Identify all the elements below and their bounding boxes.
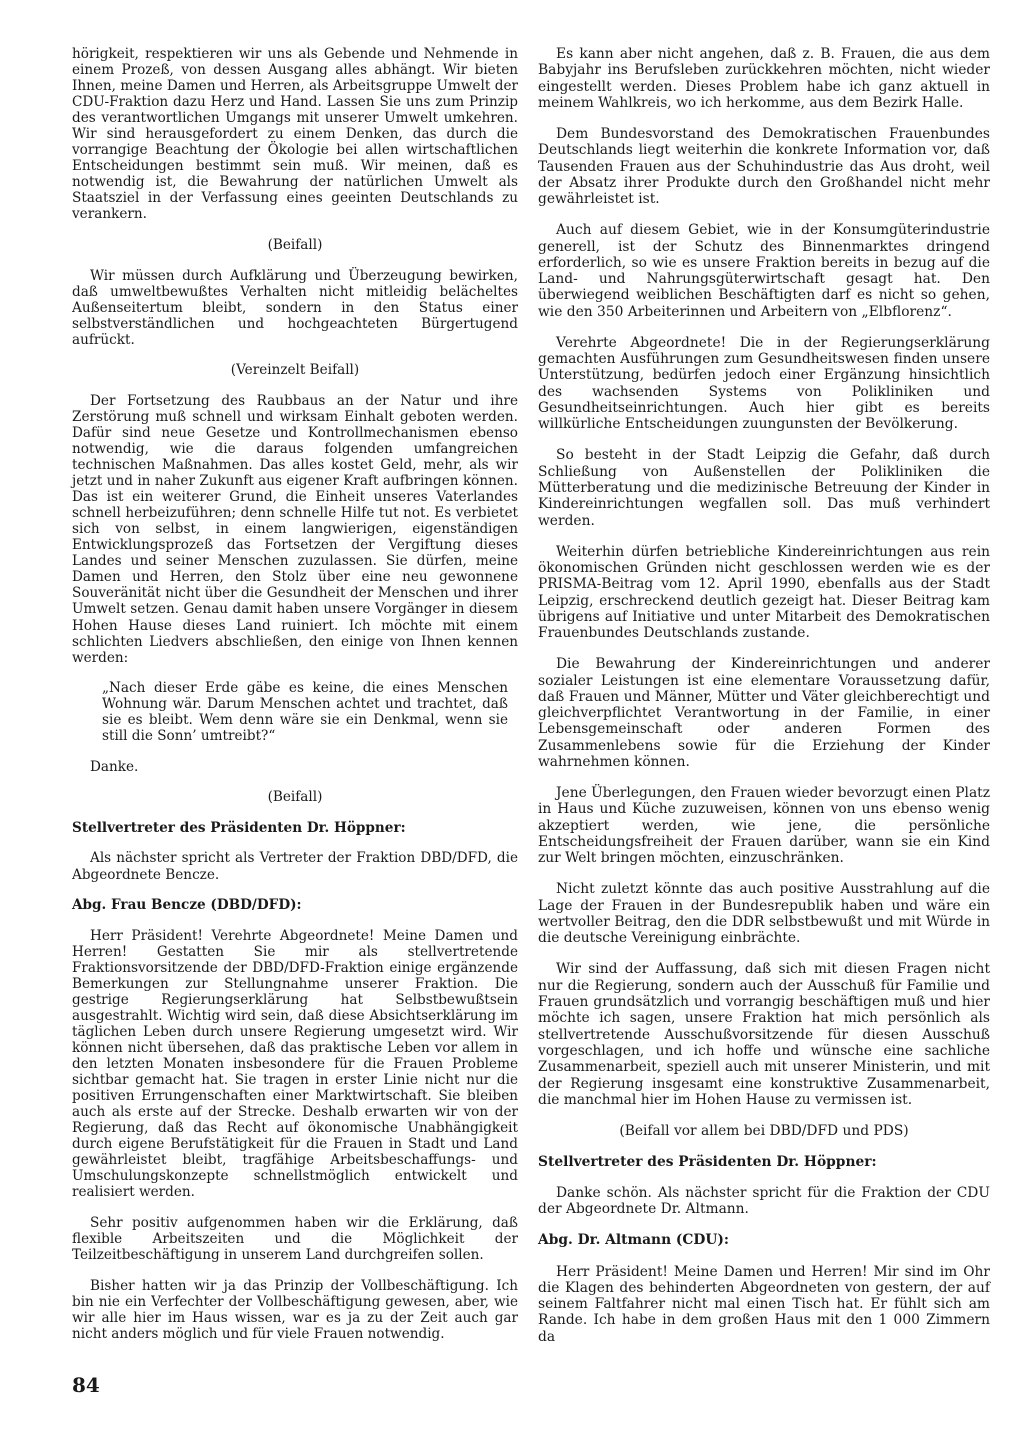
- paragraph: Nicht zuletzt könnte das auch positive Ausstrahlung auf die Lage der Frauen in der Bundesrepublik haben und wäre ein wertvoller Beitrag, den die DDR selbstbewußt und mit Würde in die deutsche Vereinigung einbrächte.: [538, 881, 990, 947]
- paragraph: Der Fortsetzung des Raubbaus an der Natur und ihre Zerstörung muß schnell und wirksam Einhalt geboten werden. Dafür sind neue Gesetze und Kontrollmechanismen ebenso notwendig, wie die daraus folgenden umfangreichen technischen Maßnahmen. Das alles kostet Geld, mehr, als wir jetzt und in naher Zukunft aus eigener Kraft aufbringen können. Das ist ein weiterer Grund, die Einheit unseres Vaterlandes schnell herbeizuführen; denn schnelle Hilfe tut not. Es verbietet sich von selbst, in einem langwierigen, eigenständigen Entwicklungsprozeß das Fortsetzen der Vergiftung dieses Landes und seiner Menschen zuzulassen. Sie dürfen, meine Damen und Herren, den Stolz über eine neu gewonnene Souveränität nicht über die Gesundheit der Menschen und ihrer Umwelt setzen. Genau damit haben unsere Vorgänger in diesem Hohen Hause dieses Land ruiniert. Ich möchte mit einem schlichten Liedvers abschließen, den einige von Ihnen kennen werden:: [72, 392, 518, 666]
- applause-remark: (Beifall): [267, 237, 323, 254]
- applause-remark: (Beifall): [267, 789, 323, 806]
- paragraph: Dem Bundesvorstand des Demokratischen Frauenbundes Deutschlands liegt weiterhin die konkrete Information vor, daß Tausenden Frauen aus der Schuhindustrie das Aus droht, weil der Absatz ihrer Produkte durch den Großhandel nicht mehr gewährleistet ist.: [538, 125, 990, 208]
- page-number: 84: [72, 1373, 100, 1397]
- left-column: [72, 46, 518, 1356]
- paragraph: Als nächster spricht als Vertreter der Fraktion DBD/DFD, die Abgeordnete Bencze.: [72, 850, 518, 883]
- speaker-heading: Abg. Frau Bencze (DBD/DFD):: [72, 897, 302, 914]
- applause-remark: (Beifall vor allem bei DBD/DFD und PDS): [619, 1122, 909, 1139]
- paragraph: Verehrte Abgeordnete! Die in der Regierungserklärung gemachten Ausführungen zum Gesundheitswesen finden unsere Unterstützung, bedürfen jedoch einer Ergänzung hinsichtlich des wachsenden Systems von Polikliniken und Gesundheitseinrichtungen. Auch hier gibt es bereits willkürliche Entscheidungen zuungunsten der Bevölkerung.: [538, 334, 990, 433]
- speaker-heading: Stellvertreter des Präsidenten Dr. Höppner:: [538, 1153, 877, 1170]
- applause-remark: (Vereinzelt Beifall): [230, 362, 360, 379]
- paragraph: hörigkeit, respektieren wir uns als Gebende und Nehmende in einem Prozeß, von dessen Ausgang alles abhängt. Wir bieten Ihnen, meine Damen und Herren, als Arbeitsgruppe Umwelt der CDU-Fraktion dazu Herz und Hand. Lassen Sie uns zum Prinzip des verantwortlichen Umgangs mit unserer Umwelt umkehren. Wir sind herausgefordert zu einem Denken, das durch die vorrangige Beachtung der Ökologie bei allen wirtschaftlichen Entscheidungen bestimmt sein muß. Wir meinen, daß es notwendig ist, die Bewahrung der natürlichen Umwelt als Staatsziel in der Verfassung eines geeinten Deutschlands zu verankern.: [72, 46, 518, 223]
- speaker-heading: Stellvertreter des Präsidenten Dr. Höppner:: [72, 819, 406, 836]
- right-column: [538, 46, 990, 1360]
- paragraph: Danke schön. Als nächster spricht für die Fraktion der CDU der Abgeordnete Dr. Altmann.: [538, 1185, 990, 1218]
- speaker-heading: Abg. Dr. Altmann (CDU):: [538, 1232, 730, 1249]
- closing-thanks: Danke.: [90, 758, 139, 775]
- paragraph: Bisher hatten wir ja das Prinzip der Vollbeschäftigung. Ich bin nie ein Verfechter der Vollbeschäftigung gewesen, aber, wie wir alle hier im Haus wissen, war es ja zu der Zeit auch gar nicht anders möglich und für viele Frauen notwendig.: [72, 1277, 518, 1342]
- paragraph: Auch auf diesem Gebiet, wie in der Konsumgüterindustrie generell, ist der Schutz des Binnenmarktes dringend erforderlich, so wie es unsere Fraktion bereits in bezug auf die Land- und Nahrungsgüterwirtschaft gesagt hat. Den überwiegend weiblichen Beschäftigten darf es nicht so gehen, wie den 350 Arbeiterinnen und Arbeitern von „Elbflorenz“.: [538, 222, 990, 320]
- paragraph: Wir sind der Auffassung, daß sich mit diesen Fragen nicht nur die Regierung, sondern auch der Ausschuß für Familie und Frauen grundsätzlich und vorrangig beschäftigen muß und hier möchte ich sagen, unsere Fraktion hat mich persönlich als stellvertretende Ausschußvorsitzende für diesen Ausschuß vorgeschlagen, und ich hoffe und wünsche eine sachliche Zusammenarbeit, speziell auch mit unserer Ministerin, und mit der Regierung insgesamt eine konstruktive Zusammenarbeit, die manchmal hier im Hohen Hause zu vermissen ist.: [538, 961, 990, 1108]
- paragraph: Wir müssen durch Aufklärung und Überzeugung bewirken, daß umweltbewußtes Verhalten nicht mitleidig belächeltes Außenseitertum bleibt, sondern in den Status einer selbstverständlichen und hochgeachteten Bürgertugend aufrückt.: [72, 267, 518, 348]
- paragraph: Sehr positiv aufgenommen haben wir die Erklärung, daß flexible Arbeitszeiten und die Möglichkeit der Teilzeitbeschäftigung in unserem Land durchgreifen sollen.: [72, 1214, 518, 1263]
- paragraph: Herr Präsident! Meine Damen und Herren! Mir sind im Ohr die Klagen des behinderten Abgeordneten von gestern, der auf seinem Faltfahrer nicht mal einen Tisch hat. Er fühlt sich am Rande. Ich habe in dem großen Haus mit den 1 000 Zimmern da: [538, 1263, 990, 1345]
- paragraph: So besteht in der Stadt Leipzig die Gefahr, daß durch Schließung von Außenstellen der Polikliniken die Mütterberatung und die medizinische Betreuung der Kinder in Kindereinrichtungen wegfallen soll. Das muß verhindert werden.: [538, 447, 990, 529]
- paragraph: Jene Überlegungen, den Frauen wieder bevorzugt einen Platz in Haus und Küche zuzuweisen, können von uns ebenso wenig akzeptiert werden, wie jene, die persönliche Entscheidungsfreiheit der Frauen darüber, wann sie ein Kind zur Welt bringen möchten, einzuschränken.: [538, 785, 990, 867]
- paragraph: Herr Präsident! Verehrte Abgeordnete! Meine Damen und Herren! Gestatten Sie mir als stellvertretende Fraktionsvorsitzende der DBD/DFD-Fraktion einige ergänzende Bemerkungen zur Stellungnahme unserer Fraktion. Die gestrige Regierungserklärung hat Selbstbewußtsein ausgestrahlt. Wichtig wird sein, daß diese Absichtserklärung im täglichen Leben durch unsere Regierung umgesetzt wird. Wir können nicht übersehen, daß das praktische Leben vor allem in den letzten Monaten insbesondere für die Frauen Probleme sichtbar gemacht hat. Sie tragen in erster Linie nicht nur die positiven Errungenschaften einer Marktwirtschaft. Sie bleiben auch als erste auf der Strecke. Deshalb erwarten wir von der Regierung, daß das Recht auf ökonomische Unabhängigkeit durch eigene Berufstätigkeit für die Frauen in Stadt und Land gewährleistet bleibt, tragfähige Arbeitsbeschaffungs- und Umschulungskonzepte schnellstmöglich entwickelt und realisiert werden.: [72, 927, 518, 1201]
- paragraph: Es kann aber nicht angehen, daß z. B. Frauen, die aus dem Babyjahr ins Berufsleben zurückkehren möchten, nicht wieder eingestellt werden. Dieses Problem habe ich ganz aktuell in meinem Wahlkreis, wo ich herkomme, aus dem Bezirk Halle.: [538, 46, 990, 111]
- paragraph: Die Bewahrung der Kindereinrichtungen und anderer sozialer Leistungen ist eine elementare Voraussetzung dafür, daß Frauen und Männer, Mütter und Väter gleichberechtigt und gleichverpflichtet Verantwortung in der Familie, in einer Lebensgemeinschaft oder anderen Formen des Zusammenlebens sowie für die Erziehung der Kinder wahrnehmen können.: [538, 656, 990, 771]
- paragraph: Weiterhin dürfen betriebliche Kindereinrichtungen aus rein ökonomischen Gründen nicht geschlossen werden wie es der PRISMA-Beitrag vom 12. April 1990, ebenfalls aus der Stadt Leipzig, erschreckend deutlich gezeigt hat. Dieser Beitrag kam übrigens auf Initiative und unter Mitarbeit des Demokratischen Frauenbundes Deutschlands zustande.: [538, 543, 990, 642]
- quote: „Nach dieser Erde gäbe es keine, die eines Menschen Wohnung wär. Darum Menschen achtet und trachtet, daß sie es bleibt. Wem denn wäre sie ein Denkmal, wenn sie still die Sonn’ umtreibt?“: [102, 680, 508, 745]
